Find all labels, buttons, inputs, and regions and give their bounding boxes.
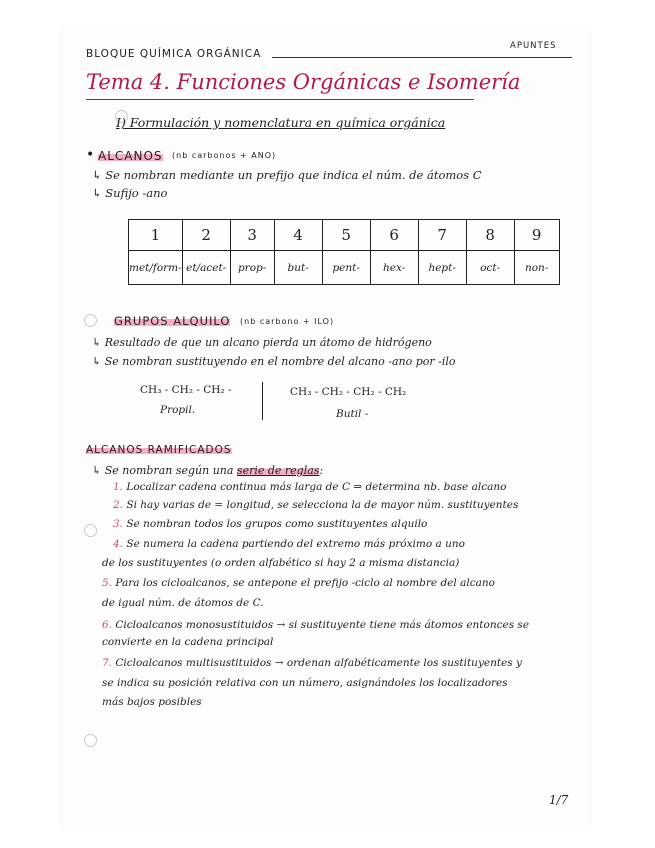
block-label: BLOQUE QUÍMICA ORGÁNICA — [86, 48, 262, 60]
notes-label: APUNTES — [510, 41, 557, 51]
table-cell-prefix: oct- — [466, 251, 514, 285]
rule-number: 7. — [102, 657, 113, 669]
prefix-table — [128, 219, 560, 285]
table-cell-prefix: pent- — [322, 251, 370, 285]
rule-continuation: de igual núm. de átomos de C. — [102, 597, 264, 609]
grupos-note: (nb carbono + ILO) — [240, 317, 335, 326]
table-cell-prefix: prop- — [230, 251, 274, 285]
rule-text: Se nombran todos los grupos como sustituyentes alquilo — [126, 518, 428, 530]
butil-formula: CH₃ - CH₂ - CH₂ - CH₂ — [290, 386, 407, 398]
rule-number: 4. — [113, 538, 124, 550]
rules-highlight: serie de reglas — [236, 464, 320, 477]
title-underline — [86, 99, 474, 100]
ramificados-heading: ALCANOS RAMIFICADOS — [86, 444, 232, 456]
alcanos-heading: ALCANOS — [98, 149, 163, 163]
rule-item — [102, 577, 495, 589]
punch-hole — [84, 524, 97, 537]
table-cell-prefix: non- — [514, 251, 559, 285]
table-cell-prefix: hex- — [370, 251, 418, 285]
bullet-dot: • — [86, 147, 95, 163]
rule-number: 1. — [113, 481, 124, 493]
table-cell-number: 4 — [274, 220, 322, 251]
rule-item — [102, 619, 529, 631]
rule-item — [113, 538, 465, 550]
table-cell-number: 1 — [129, 220, 183, 251]
grupos-heading: GRUPOS ALQUILO — [114, 314, 231, 328]
rule-item — [113, 499, 518, 511]
punch-hole — [84, 734, 97, 747]
rule-item — [113, 481, 506, 493]
rule-continuation: se indica su posición relativa con un número, asignándoles los localizadores — [102, 677, 508, 689]
rule-continuation: de los sustituyentes (o orden alfabético si hay 2 a misma distancia) — [102, 557, 460, 569]
table-cell-prefix: hept- — [418, 251, 466, 285]
rule-text: Se numera la cadena partiendo del extremo más próximo a uno — [126, 538, 465, 550]
rule-number: 2. — [113, 499, 124, 511]
rule-text: Para los cicloalcanos, se antepone el prefijo -ciclo al nombre del alcano — [115, 577, 495, 589]
table-cell-prefix: but- — [274, 251, 322, 285]
table-cell-number: 3 — [230, 220, 274, 251]
table-cell-number: 9 — [514, 220, 559, 251]
table-cell-number: 6 — [370, 220, 418, 251]
butil-name: Butil - — [336, 408, 369, 420]
alcanos-bullet: ↳ Sufijo -ano — [92, 186, 168, 200]
rule-item — [102, 657, 522, 669]
table-cell-prefix: met/form- — [129, 251, 183, 285]
table-cell-number: 5 — [322, 220, 370, 251]
ramificados-intro-prefix: ↳ Se nombran según una — [92, 464, 234, 477]
grupos-bullet: ↳ Resultado de que un alcano pierda un átomo de hidrógeno — [92, 336, 432, 349]
table-cell-number: 8 — [466, 220, 514, 251]
ramificados-intro-suffix: : — [319, 464, 324, 477]
rule-text: Cicloalcanos multisustituidos → ordenan alfabéticamente los sustituyentes y — [115, 657, 522, 669]
rule-number: 3. — [113, 518, 124, 530]
propil-name: Propil. — [160, 404, 196, 416]
rule-text: Si hay varias de = longitud, se selecciona la de mayor núm. sustituyentes — [126, 499, 519, 511]
ramificados-intro — [92, 464, 323, 477]
alcanos-note: (nb carbonos + ANO) — [172, 151, 277, 160]
punch-hole — [84, 314, 97, 327]
grupos-bullet: ↳ Se nombran sustituyendo en el nombre del alcano -ano por -ilo — [92, 355, 456, 368]
rule-number: 6. — [102, 619, 113, 631]
propil-formula: CH₃ - CH₂ - CH₂ - — [140, 384, 232, 396]
section-heading: I) Formulación y nomenclatura en química orgánica — [116, 115, 446, 130]
page-title: Tema 4. Funciones Orgánicas e Isomería — [86, 70, 521, 94]
alcanos-bullet: ↳ Se nombran mediante un prefijo que indica el núm. de átomos C — [92, 168, 482, 182]
table-cell-number: 2 — [182, 220, 230, 251]
rule-continuation: más bajos posibles — [102, 696, 202, 708]
rule-text: Localizar cadena continua más larga de C ⇒ determina nb. base alcano — [126, 481, 507, 493]
table-cell-prefix: et/acet- — [182, 251, 230, 285]
page-number: 1/7 — [549, 793, 569, 807]
rule-text: Cicloalcanos monosustituidos → si sustituyente tiene más átomos entonces se — [115, 619, 530, 631]
rule-number: 5. — [102, 577, 113, 589]
rule-continuation: convierte en la cadena principal — [102, 636, 274, 648]
header-rule — [272, 57, 572, 58]
table-cell-number: 7 — [418, 220, 466, 251]
notebook-page — [62, 28, 590, 828]
example-divider — [262, 382, 263, 420]
rule-item — [113, 518, 427, 530]
